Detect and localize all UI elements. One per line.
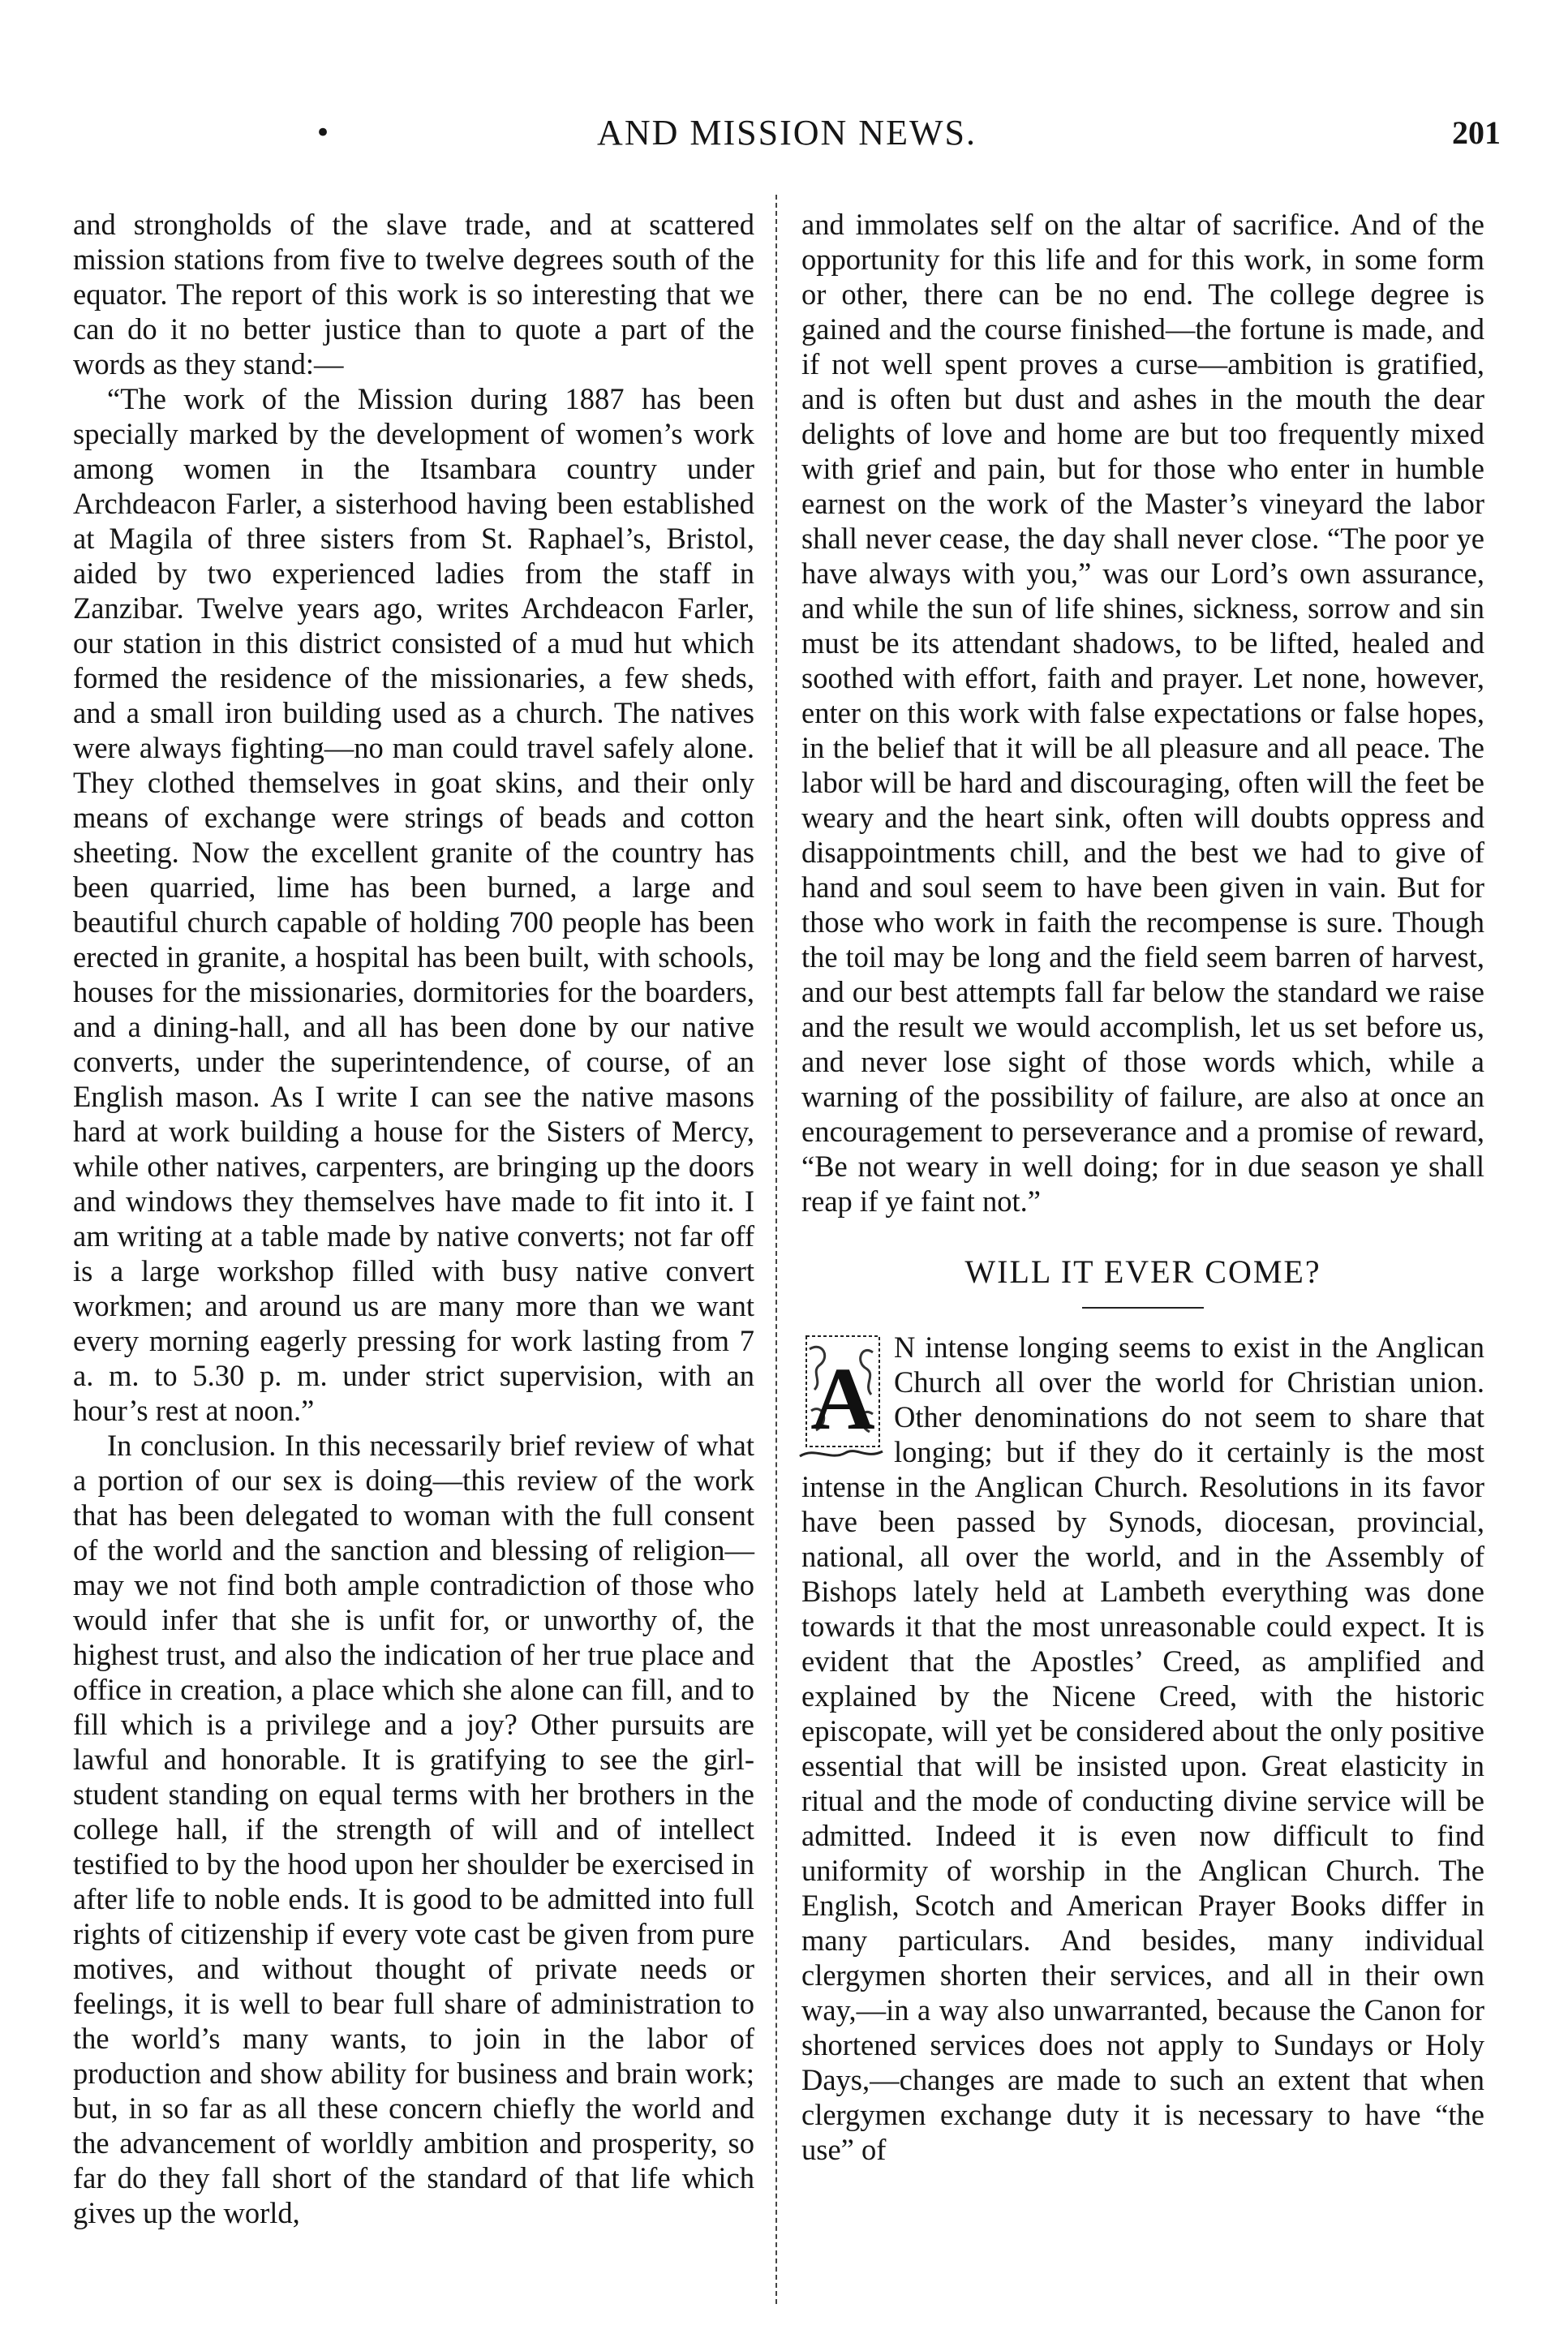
title-rule (1082, 1307, 1204, 1309)
left-paragraph-quote: “The work of the Mission during 1887 has been specially marked by the development of women’s work among women in the Itsambara country under Archdeacon Farler, a sisterhood having been established at Magila of three sisters from St. Raphael’s, Bristol, aided by two experienced ladies from the staff in Zanzibar. Twelve years ago, writes Archdeacon Farler, our station in this district consisted of a mud hut which formed the residence of the missionaries, a few sheds, and a small iron building used as a church. The natives were always fighting—no man could travel safely alone. They clothed themselves in goat skins, and their only means of exchange were strings of beads and cotton sheeting. Now the excellent granite of the country has been quarried, lime has been burned, a large and beautiful church capable of holding 700 people has been erected in granite, a hospital has been built, with schools, houses for the missionaries, dormitories for the boarders, and a dining-hall, and all has been done by our native converts, under the superintendence, of course, of an English mason. As I write I can see the native masons hard at work building a house for the Sisters of Mercy, while other natives, carpenters, are bringing up the doors and windows they themselves have made to fit into it. I am writing at a table made by native converts; not far off is a large workshop filled with busy native convert workmen; and around us are many more than we want every morning eagerly pressing for work lasting from 7 a. m. to 5.30 p. m. under strict supervision, with an hour’s rest at noon.” (73, 382, 754, 1427)
article-body: N intense longing seems to exist in the Anglican Church all over the world for Christian union. Other denominations do not seem to share that longing; but if they do it certainly is the most intense in the Anglican Church. Resolutions in its favor have been passed by Synods, diocesan, provincial, national, all over the world, and in the Assembly of Bishops lately held at Lambeth everything was done towards it that the most unreasonable could expect. It is evident that the Apostles’ Creed, as amplified and explained by the Nicene Creed, with the historic episcopate, will yet be considered about the only positive essential that will be insisted upon. Great elasticity in ritual and the mode of conducting divine service will be admitted. Indeed it is even now difficult to find uniformity of worship in the Anglican Church. The English, Scotch and American Prayer Books differ in many particulars. And besides, many individual clergymen shorten their services, and all in their own way,—in a way also unwarranted, because the Canon for shortened services does not apply to Sundays or Holy Days,—changes are made to such an extent that when clergymen exchange duty it is necessary to have “the use” of (801, 1330, 1484, 2166)
dropcap-svg (798, 1333, 884, 1463)
right-column (801, 207, 1484, 2167)
left-column (73, 207, 754, 2230)
left-paragraph-conclusion: In conclusion. In this necessarily brief review of what a portion of our sex is doing—this review of the work that has been delegated to woman with the full consent of the world and the sanction and blessing of religion—may we not find both ample contradiction of those who would infer that she is unfit for, or unworthy of, the highest trust, and also the indication of her true place and office in creation, a place which she alone can fill, and to fill which is a privilege and a joy? Other pursuits are lawful and honorable. It is gratifying to see the girl-student standing on equal terms with her brothers in the college hall, if the strength of will and of intellect testified to by the hood upon her shoulder be exercised in after life to noble ends. It is good to be admitted into full rights of citizenship if every vote cast be given from pure motives, and without thought of private needs or feelings, it is well to bear full share of administration to the world’s many wants, to join in the labor of production and show ability for business and brain work; but, in so far as all these concern chiefly the world and the advancement of worldly ambition and prosperity, so far do they fall short of the standard of that life which gives up the world, (73, 1429, 754, 2229)
article-title: WILL IT EVER COME? (964, 1253, 1321, 1290)
header-dot: • (315, 117, 332, 149)
page-number: 201 (1452, 114, 1501, 151)
decorative-initial-a-icon (798, 1333, 884, 1463)
right-paragraph-continued: and immolates self on the altar of sacrifice. And of the opportunity for this life and for this work, in some form or other, there can be no end. The college degree is gained and the course finished—the fortune is made, and if not well spent proves a curse—ambition is gratified, and is often but dust and ashes in the mouth the dear delights of love and home are but too frequently mixed with grief and pain, but for those who enter in humble earnest on the work of the Master’s vineyard the labor shall never cease, the day shall never close. “The poor ye have always with you,” was our Lord’s own assurance, and while the sun of life shines, sickness, sorrow and sin must be its attendant shadows, to be lifted, healed and soothed with effort, faith and prayer. Let none, however, enter on this work with false expectations or false hopes, in the belief that it will be all pleasure and all peace. The labor will be hard and discouraging, often will the feet be weary and the heart sink, often will doubts oppress and disappointments chill, and the best we had to give of hand and soul seem to have been given in vain. But for those who work in faith the recompense is sure. Though the toil may be long and the field seem barren of harvest, and our best attempts fall far below the standard we raise and the result we would accomplish, let us set before us, and never lose sight of those words which, while a warning of the possibility of failure, are also at once an encouragement to perseverance and a promise of reward, “Be not weary in well doing; for in due season ye shall reap if ye faint not.” (801, 208, 1484, 1218)
page-header (73, 112, 1501, 161)
running-title: AND MISSION NEWS. (597, 113, 977, 153)
column-divider (775, 195, 777, 2304)
dropcap-letter: A (810, 1349, 875, 1448)
left-paragraph-1: and strongholds of the slave trade, and at scattered mission stations from five to twelve degrees south of the equator. The report of this work is so interesting that we can do it no better justice than to quote a part of the words as they stand:— (73, 208, 754, 380)
